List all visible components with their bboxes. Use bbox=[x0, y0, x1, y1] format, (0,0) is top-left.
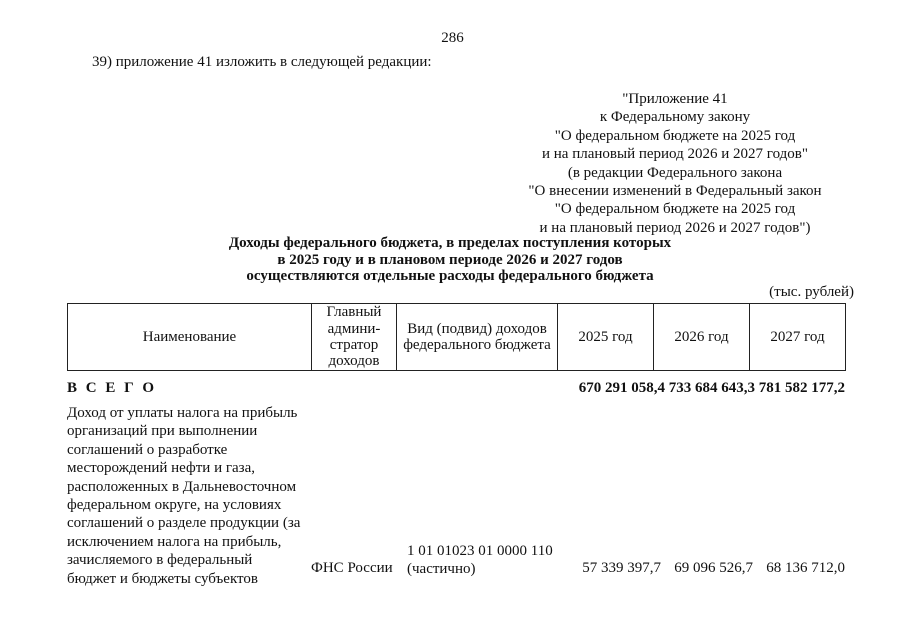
appendix-header-line: к Федеральному закону bbox=[599, 109, 751, 126]
row-code-line: (частично) bbox=[407, 561, 476, 578]
row-name-line: бюджет и бюджеты субъектов bbox=[67, 570, 258, 587]
appendix-header bbox=[440, 90, 905, 237]
column-header-2025: 2025 год bbox=[558, 304, 654, 371]
title-line: в 2025 году и в плановом периоде 2026 и 2027 годов bbox=[277, 251, 623, 268]
row-value-2025: 57 339 397,7 bbox=[582, 560, 661, 576]
column-header-admin-line: стратор bbox=[329, 337, 379, 353]
column-header-2026: 2026 год bbox=[654, 304, 750, 371]
units-label: (тыс. рублей) bbox=[769, 284, 854, 300]
table-header bbox=[67, 303, 846, 371]
row-name-line: соглашений о разработке bbox=[67, 441, 228, 458]
row-admin: ФНС России bbox=[311, 560, 393, 576]
title-line: осуществляются отдельные расходы федерального бюджета bbox=[246, 268, 654, 284]
column-header-code bbox=[397, 304, 558, 371]
page-number: 286 bbox=[441, 30, 464, 46]
row-name-line: федеральном округе, на условиях bbox=[67, 497, 282, 514]
appendix-header-line: "О федеральном бюджете на 2025 год bbox=[554, 127, 796, 144]
column-header-admin-line: Главный bbox=[326, 304, 382, 321]
appendix-header-line: и на плановый период 2026 и 2027 годов" bbox=[542, 146, 808, 163]
row-name-line: расположенных в Дальневосточном bbox=[67, 478, 297, 495]
row-value-2026: 69 096 526,7 bbox=[674, 560, 753, 576]
amendment-instruction: 39) приложение 41 изложить в следующей редакции: bbox=[92, 54, 432, 70]
total-2027: 781 582 177,2 bbox=[758, 380, 845, 396]
appendix-header-line: (в редакции Федерального закона bbox=[567, 164, 783, 181]
column-header-admin-line: админи- bbox=[327, 320, 381, 337]
row-name-line: зачисляемого в федеральный bbox=[67, 552, 253, 569]
total-values bbox=[579, 380, 845, 397]
row-name-line: месторождений нефти и газа, bbox=[67, 460, 255, 477]
total-2025: 670 291 058,4 bbox=[578, 380, 665, 396]
row-code-line: 1 01 01023 01 0000 110 bbox=[407, 543, 553, 559]
appendix-header-line: "О федеральном бюджете на 2025 год bbox=[554, 201, 796, 218]
column-header-code-line: федерального бюджета bbox=[403, 337, 551, 353]
column-header-name: Наименование bbox=[68, 304, 312, 371]
title-line: Доходы федерального бюджета, в пределах поступления которых bbox=[228, 235, 672, 251]
row-value-2027: 68 136 712,0 bbox=[766, 560, 845, 576]
row-name-line: исключением налога на прибыль, bbox=[67, 533, 282, 550]
total-label: В С Е Г О bbox=[67, 380, 157, 396]
table-header-row bbox=[68, 304, 846, 371]
total-2026: 733 684 643,3 bbox=[668, 380, 755, 396]
appendix-header-line: "О внесении изменений в Федеральный закон bbox=[528, 183, 822, 200]
column-header-admin bbox=[312, 304, 397, 371]
row-name bbox=[67, 404, 307, 588]
row-name-line: соглашений о разделе продукции (за bbox=[67, 515, 301, 532]
row-name-line: Доход от уплаты налога на прибыль bbox=[67, 405, 298, 421]
appendix-header-line: и на плановый период 2026 и 2027 годов") bbox=[539, 219, 811, 236]
appendix-header-line: "Приложение 41 bbox=[622, 91, 728, 107]
column-header-admin-line: доходов bbox=[328, 353, 380, 370]
row-code bbox=[407, 542, 553, 579]
document-title bbox=[150, 235, 750, 285]
row-name-line: организаций при выполнении bbox=[67, 423, 258, 440]
column-header-2027: 2027 год bbox=[750, 304, 846, 371]
column-header-code-line: Вид (подвид) доходов bbox=[407, 320, 547, 337]
